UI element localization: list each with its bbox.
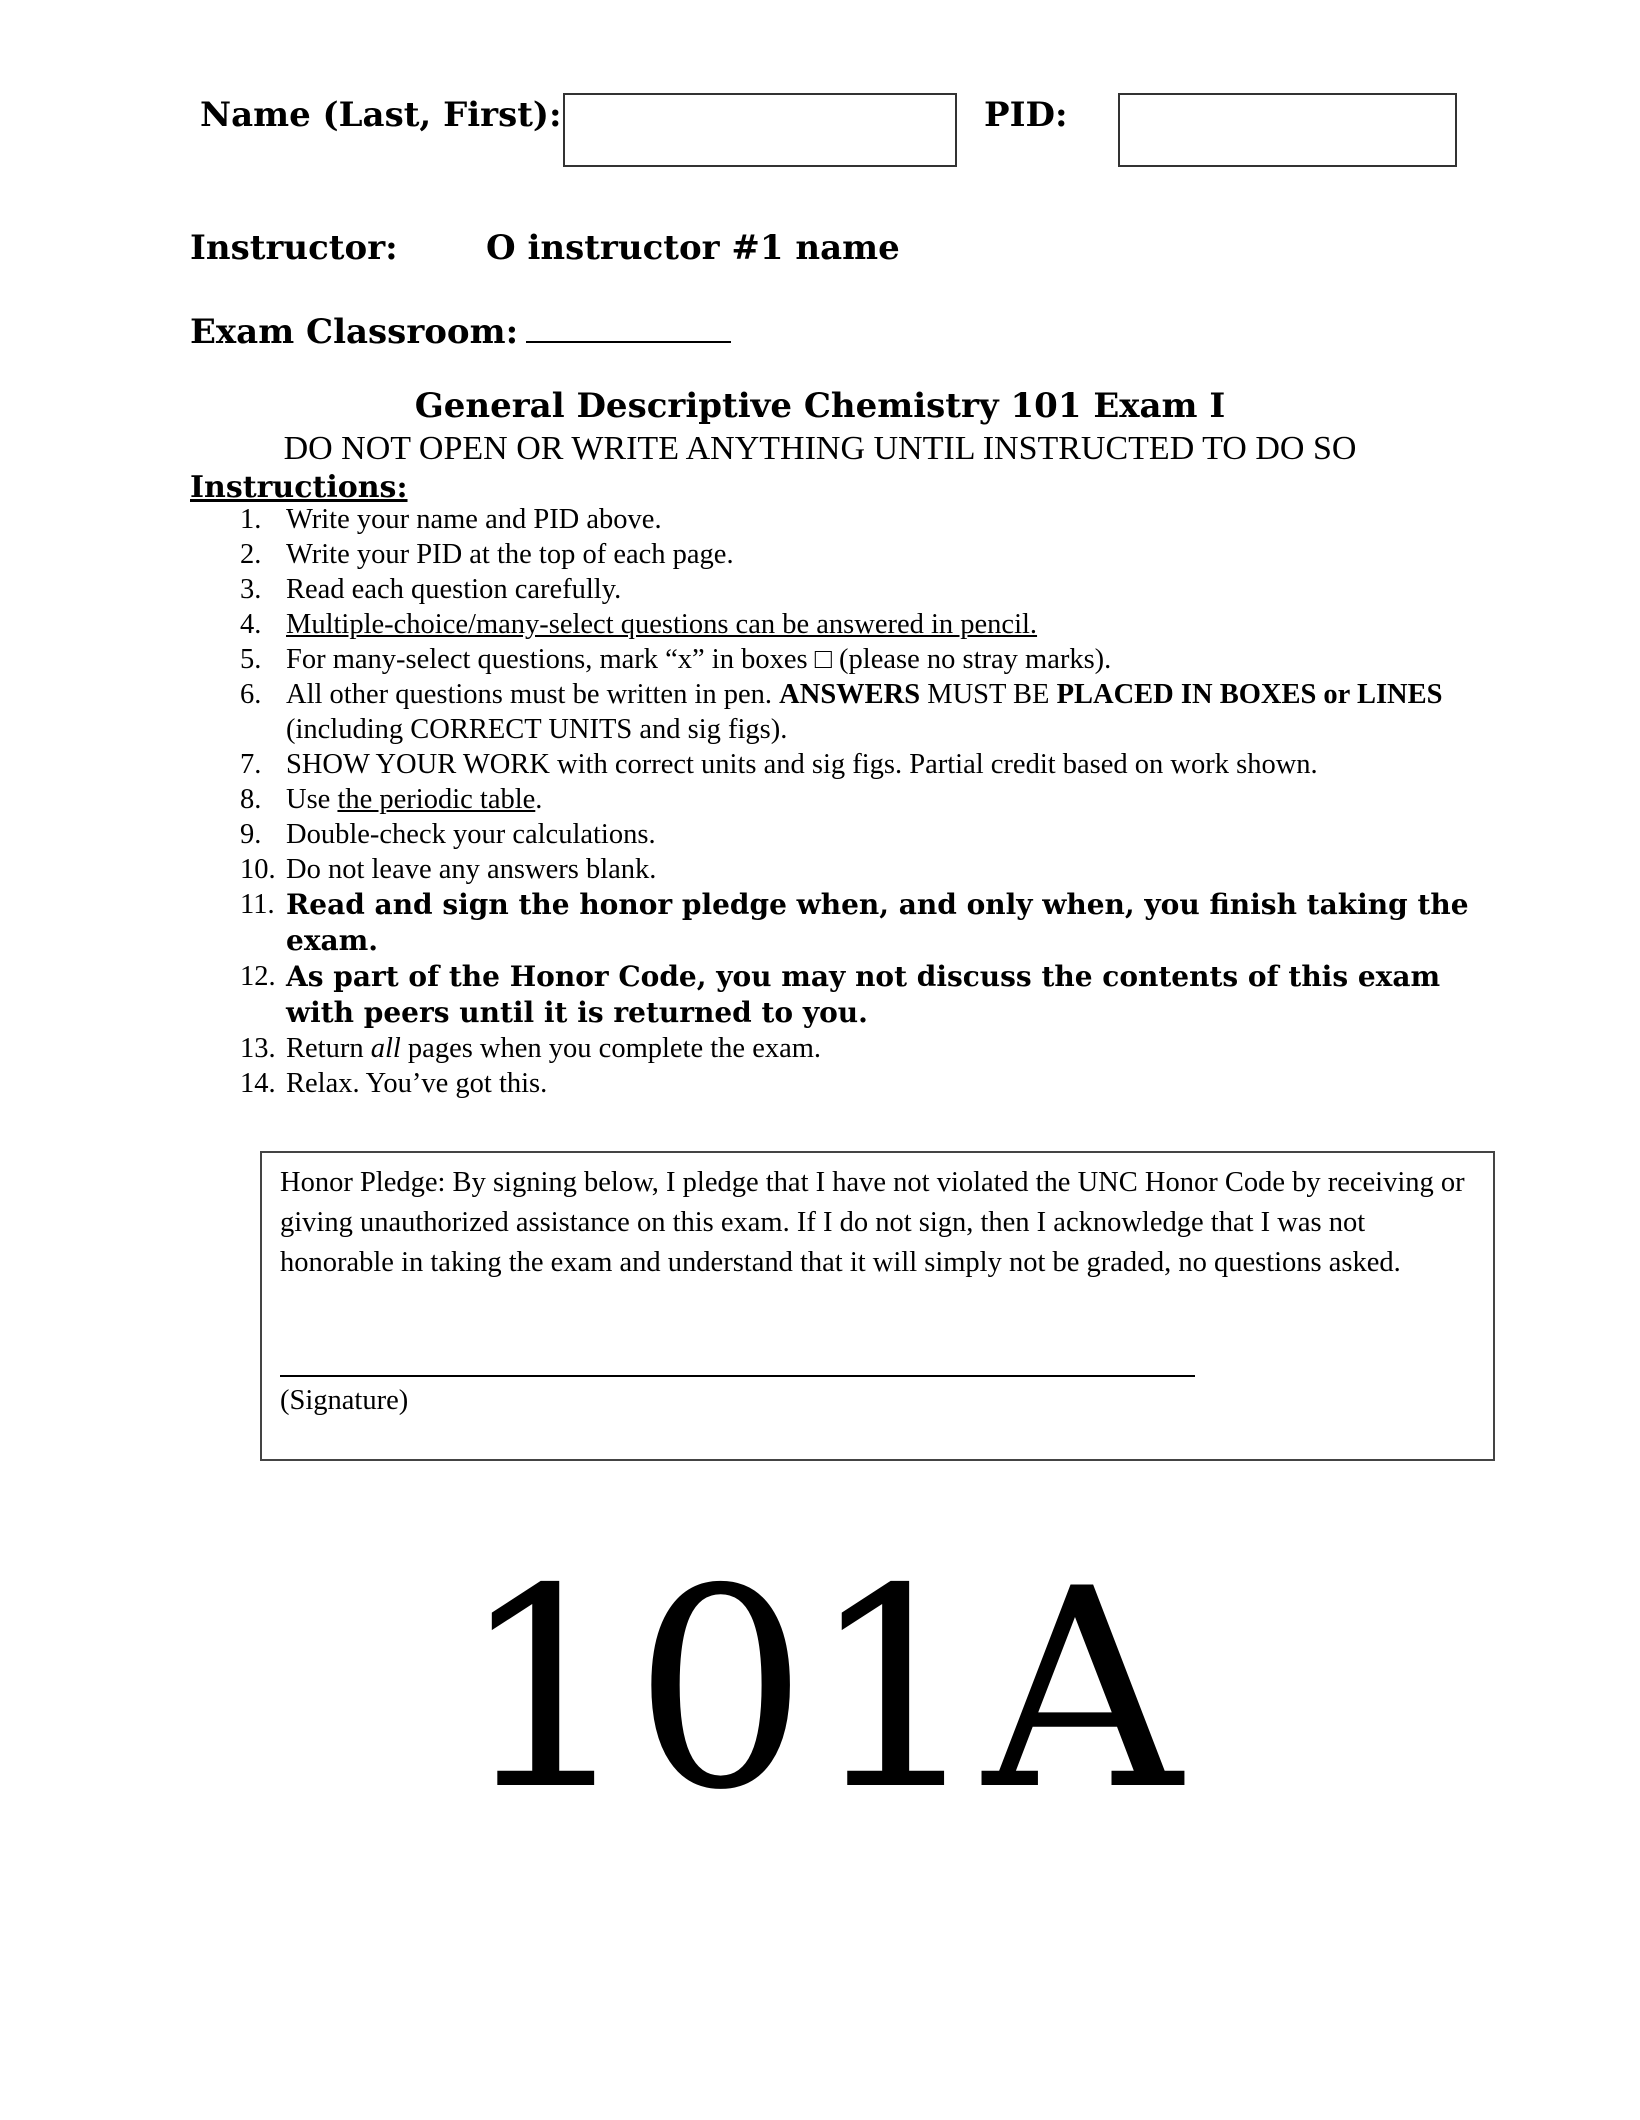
instruction-item: 14. Relax. You’ve got this. (240, 1068, 548, 1099)
instruction-item: 11. Read and sign the honor pledge when, and only when, you finish taking the exam. (240, 888, 1469, 957)
exam-classroom (190, 312, 731, 352)
classroom-label: Exam Classroom: (190, 312, 519, 352)
name-input-box[interactable] (563, 93, 957, 167)
periodic-table-link[interactable]: the periodic table (337, 784, 536, 815)
instruction-item: 7. SHOW YOUR WORK with correct units and sig figs. Partial credit based on work shown. (240, 749, 1318, 780)
instructions-list (240, 502, 1470, 1101)
instruction-item: 4. Multiple-choice/many-select questions can be answered in pencil. (240, 609, 1038, 640)
instruction-item: 12. As part of the Honor Code, you may not discuss the contents of this exam with peers until it is returned to you. (240, 960, 1441, 1029)
exam-version-code: 101A (458, 1530, 1182, 1850)
exam-warning: DO NOT OPEN OR WRITE ANYTHING UNTIL INSTRUCTED TO DO SO (283, 430, 1357, 467)
instructor-label: Instructor: (190, 228, 398, 268)
instructor-option[interactable]: O instructor #1 name (486, 228, 900, 268)
name-label: Name (Last, First): (200, 95, 562, 135)
signature-line[interactable] (280, 1375, 1195, 1377)
classroom-blank-line[interactable] (526, 313, 731, 343)
pid-input-box[interactable] (1118, 93, 1457, 167)
instruction-item: 2. Write your PID at the top of each page. (240, 539, 734, 570)
instructions-heading: Instructions: (190, 470, 408, 505)
instruction-item: 10. Do not leave any answers blank. (240, 854, 657, 885)
instruction-item: 1. Write your name and PID above. (240, 504, 662, 535)
pid-label: PID: (984, 95, 1068, 135)
instruction-item: 8. Use the periodic table. (240, 784, 543, 815)
instruction-item: 13. Return all pages when you complete the exam. (240, 1033, 822, 1064)
instruction-item: 9. Double-check your calculations. (240, 819, 656, 850)
honor-pledge-text: Honor Pledge: By signing below, I pledge that I have not violated the UNC Honor Code by receiving or giving unauthorized assistance on this exam. If I do not sign, then I acknowledge that I was not honorable in taking the exam and understand that it will simply not be graded, no questions asked. (280, 1167, 1465, 1278)
instruction-item: 5. For many-select questions, mark “x” in boxes □ (please no stray marks). (240, 644, 1112, 675)
instruction-item: 3. Read each question carefully. (240, 574, 622, 605)
instruction-item: 6. All other questions must be written in pen. ANSWERS MUST BE PLACED IN BOXES or LINES (including CORRECT UNITS and sig figs). (240, 679, 1443, 745)
signature-label: (Signature) (280, 1385, 409, 1416)
exam-title: General Descriptive Chemistry 101 Exam I (414, 386, 1226, 426)
